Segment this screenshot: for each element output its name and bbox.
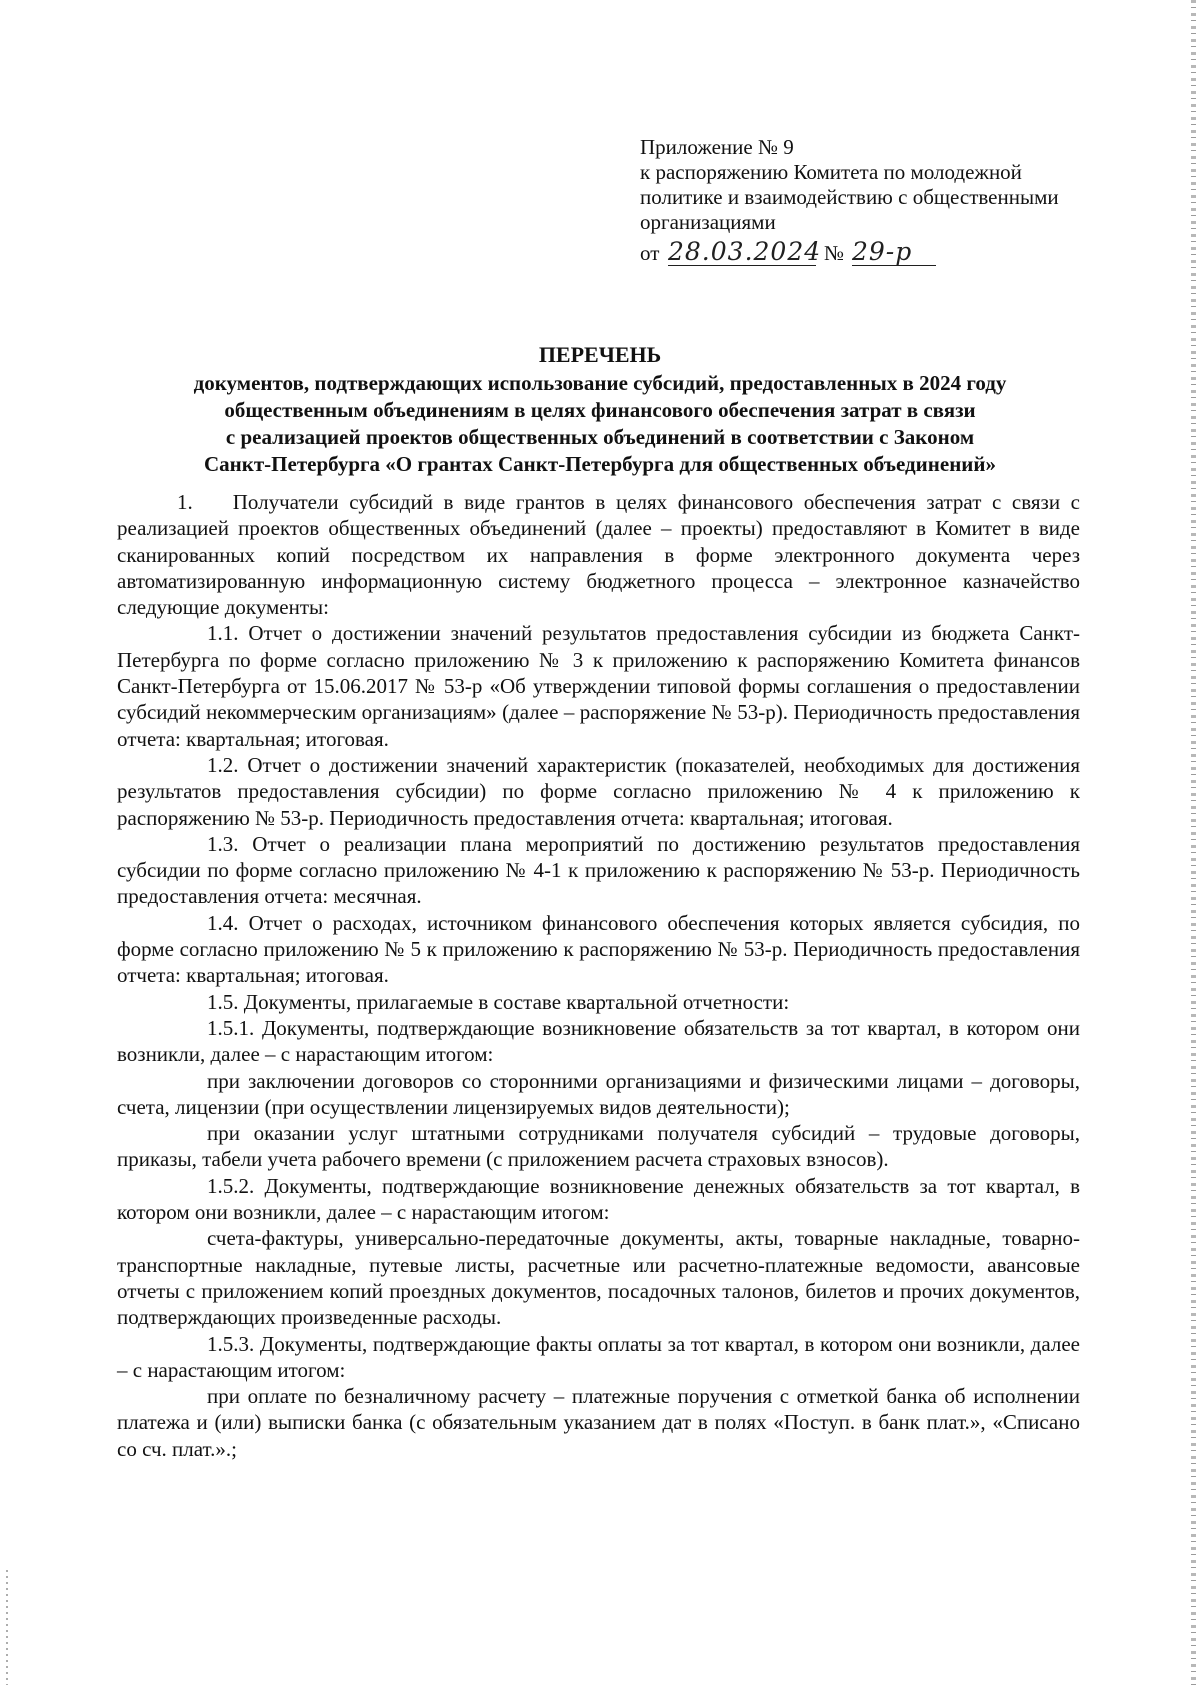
paragraph-1-5-2: 1.5.2. Документы, подтверждающие возникновение денежных обязательств за тот квартал, в котором они возникли, далее – с нарастающим итогом: (117, 1173, 1080, 1225)
annex-number: Приложение № 9 (640, 135, 794, 159)
scan-edge-left (6, 1570, 8, 1685)
paragraph-number: 1. (177, 490, 193, 514)
paragraph-1-5-2-invoices: счета-фактуры, универсально-передаточные документы, акты, товарные накладные, товарно-транспортные накладные, путевые листы, расчетные или расчетно-платежные ведомости, авансовые отчеты с приложением копий проездных документов, посадочных талонов, билетов и прочих документов, подтверждающих произведенные расходы. (117, 1226, 1080, 1330)
title-heading: ПЕРЕЧЕНЬ (538, 342, 662, 367)
scan-edge-right (1191, 0, 1196, 1685)
paragraph-1-5-1: 1.5.1. Документы, подтверждающие возникновение обязательств за тот квартал, в котором они возникли, далее – с нарастающим итогом: (117, 1015, 1080, 1067)
annex-ref-line: политике и взаимодействию с общественными (640, 185, 1059, 209)
title-line: с реализацией проектов общественных объединений в соответствии с Законом (225, 425, 975, 449)
paragraph-1-1: 1.1. Отчет о достижении значений результатов предоставления субсидии из бюджета Санкт-Петербурга по форме согласно приложению № 3 к приложению к распоряжению Комитета финансов Санкт-Петербурга от 15.06.2017 № 53-р «Об утверждении типовой формы соглашения о предоставлении субсидий некоммерческим организациям» (далее – распоряжение № 53-р). Периодичность предоставления отчета: квартальная; итоговая. (117, 621, 1080, 751)
document-body (117, 489, 1080, 1462)
paragraph-1-5-3-cashless: при оплате по безналичному расчету – платежные поручения с отметкой банка об исполнении платежа и (или) выписки банка (с обязательным указанием дат в полях «Поступ. в банк плат.», «Списано со сч. плат.».; (117, 1384, 1080, 1461)
paragraph-1-5-1-staff: при оказании услуг штатными сотрудниками получателя субсидий – трудовые договоры, приказы, табели учета рабочего времени (с приложением расчета страховых взносов). (117, 1121, 1080, 1172)
document-title (120, 341, 1080, 478)
paragraph-1-5-3: 1.5.3. Документы, подтверждающие факты оплаты за тот квартал, в котором они возникли, далее – с нарастающим итогом: (117, 1331, 1080, 1382)
annex-ref-line: организациями (640, 210, 776, 234)
annex-ref-line: к распоряжению Комитета по молодежной (640, 160, 1022, 184)
title-line: документов, подтверждающих использование субсидий, предоставленных в 2024 году (193, 371, 1007, 395)
handwritten-date: 28.03.2024 (668, 237, 822, 266)
paragraph-1-4: 1.4. Отчет о расходах, источником финансового обеспечения которых является субсидия, по форме согласно приложению № 5 к приложению к распоряжению № 53-р. Периодичность предоставления отчета: квартальная; итоговая. (117, 910, 1080, 988)
paragraph-1 (117, 489, 1080, 620)
paragraph-1-5: 1.5. Документы, прилагаемые в составе квартальной отчетности: (207, 989, 790, 1014)
title-line: общественным объединениям в целях финансового обеспечения затрат в связи (224, 398, 976, 422)
number-label: № (824, 241, 845, 265)
handwritten-number: 29-р (852, 239, 936, 266)
annex-date-number-line (640, 235, 1170, 269)
annex-header (640, 135, 1170, 269)
title-line: Санкт-Петербурга «О грантах Санкт-Петербурга для общественных объединений» (203, 452, 996, 476)
from-label: от (640, 241, 660, 265)
paragraph-1-2: 1.2. Отчет о достижении значений характеристик (показателей, необходимых для достижения результатов предоставления субсидии) по форме согласно приложению № 4 к приложению к распоряжению № 53-р. Периодичность предоставления отчета: квартальная; итоговая. (117, 752, 1080, 830)
paragraph-1-5-1-contracts: при заключении договоров со сторонними организациями и физическими лицами – договоры, счета, лицензии (при осуществлении лицензируемых видов деятельности); (117, 1068, 1080, 1119)
paragraph-text: Получатели субсидий в виде грантов в целях финансового обеспечения затрат с связи с реализацией проектов общественных объединений (далее – проекты) предоставляют в Комитет в виде сканированных копий посредством их направления в форме электронного документа через автоматизированную информационную систему бюджетного процесса – электронное казначейство следующие документы: (117, 490, 1080, 620)
paragraph-1-3: 1.3. Отчет о реализации плана мероприятий по достижению результатов предоставления субсидии по форме согласно приложению № 4-1 к приложению к распоряжению № 53-р. Периодичность предоставления отчета: месячная. (117, 831, 1080, 909)
